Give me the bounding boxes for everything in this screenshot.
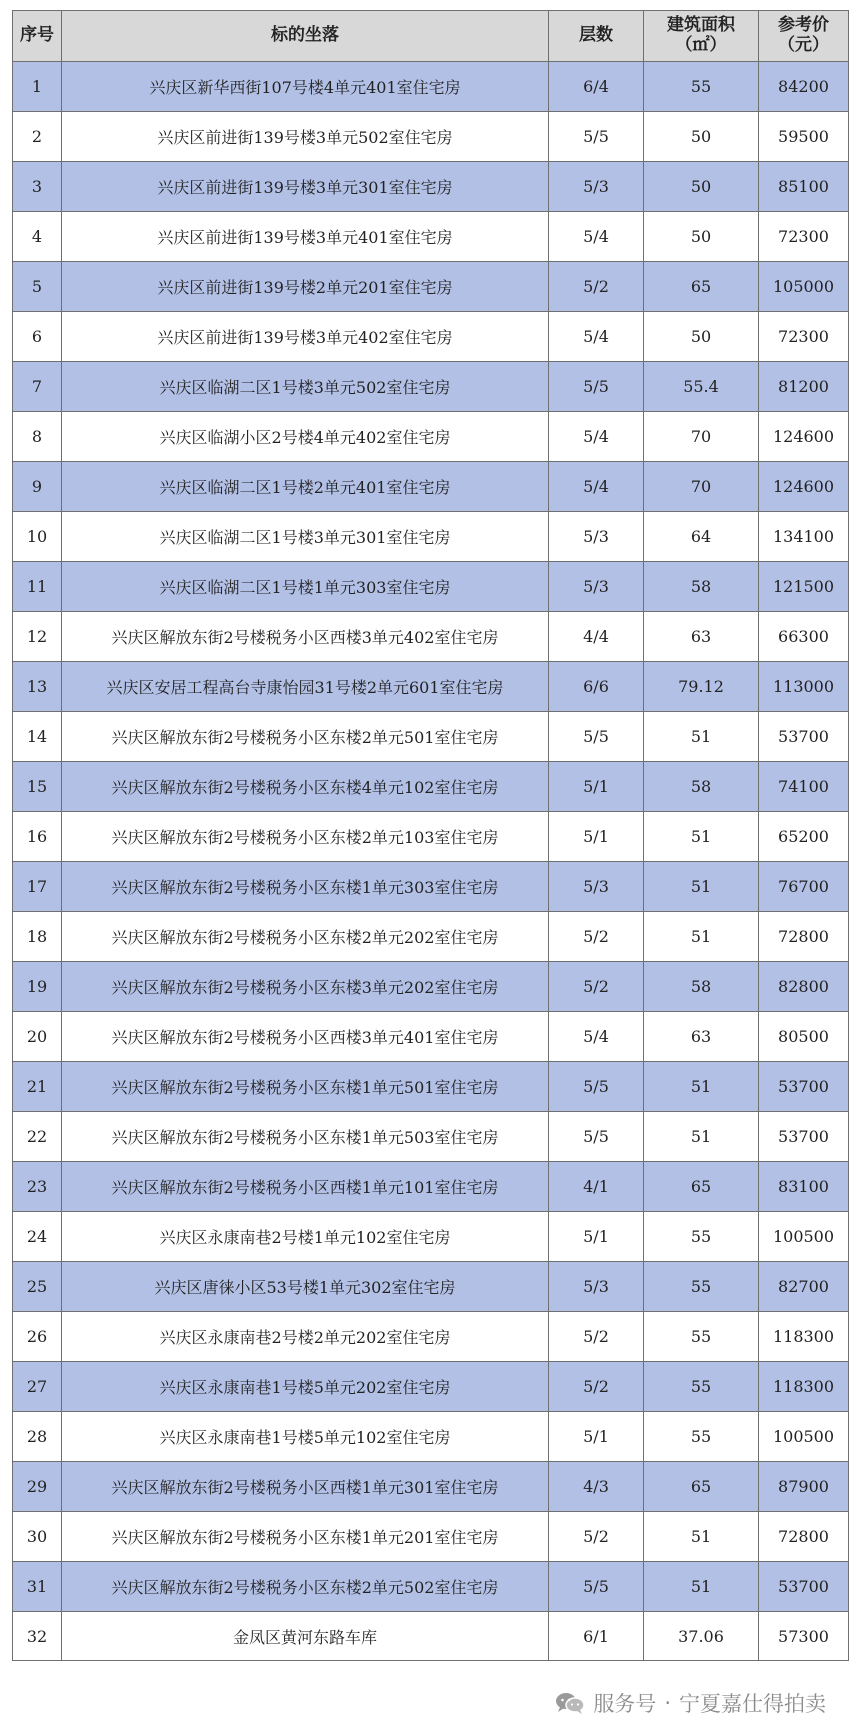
cell-location: 兴庆区前进街139号楼3单元502室住宅房 — [62, 112, 549, 162]
cell-location: 兴庆区永康南巷2号楼1单元102室住宅房 — [62, 1212, 549, 1262]
cell-floor: 5/1 — [549, 1212, 644, 1262]
cell-area: 65 — [644, 262, 759, 312]
cell-no: 32 — [13, 1612, 62, 1661]
listing-table-container — [12, 10, 848, 1661]
cell-price: 74100 — [759, 762, 849, 812]
watermark-name: 宁夏嘉仕得拍卖 — [679, 1692, 826, 1716]
table-row — [13, 162, 849, 212]
cell-no: 30 — [13, 1512, 62, 1562]
cell-location: 兴庆区唐徕小区53号楼1单元302室住宅房 — [62, 1262, 549, 1312]
cell-price: 85100 — [759, 162, 849, 212]
header-area — [644, 11, 759, 62]
cell-floor: 5/1 — [549, 1412, 644, 1462]
cell-price: 83100 — [759, 1162, 849, 1212]
cell-area: 51 — [644, 1512, 759, 1562]
table-row — [13, 212, 849, 262]
listing-table — [12, 10, 849, 1661]
cell-floor: 4/1 — [549, 1162, 644, 1212]
cell-no: 28 — [13, 1412, 62, 1462]
cell-no: 18 — [13, 912, 62, 962]
cell-floor: 5/4 — [549, 412, 644, 462]
cell-floor: 5/3 — [549, 862, 644, 912]
cell-floor: 5/4 — [549, 462, 644, 512]
cell-area: 65 — [644, 1162, 759, 1212]
cell-area: 58 — [644, 562, 759, 612]
table-row — [13, 362, 849, 412]
cell-location: 兴庆区临湖二区1号楼3单元301室住宅房 — [62, 512, 549, 562]
cell-price: 76700 — [759, 862, 849, 912]
table-row — [13, 1562, 849, 1612]
table-row — [13, 912, 849, 962]
cell-no: 16 — [13, 812, 62, 862]
cell-no: 17 — [13, 862, 62, 912]
table-row — [13, 462, 849, 512]
cell-location: 兴庆区临湖二区1号楼1单元303室住宅房 — [62, 562, 549, 612]
cell-no: 7 — [13, 362, 62, 412]
table-header — [13, 11, 849, 62]
header-row — [13, 11, 849, 62]
cell-location: 兴庆区临湖二区1号楼3单元502室住宅房 — [62, 362, 549, 412]
cell-no: 11 — [13, 562, 62, 612]
cell-price: 124600 — [759, 412, 849, 462]
cell-location: 兴庆区前进街139号楼3单元301室住宅房 — [62, 162, 549, 212]
cell-area: 64 — [644, 512, 759, 562]
table-row — [13, 1462, 849, 1512]
cell-price: 124600 — [759, 462, 849, 512]
cell-location: 金凤区黄河东路车库 — [62, 1612, 549, 1661]
cell-price: 66300 — [759, 612, 849, 662]
cell-floor: 4/3 — [549, 1462, 644, 1512]
cell-area: 51 — [644, 712, 759, 762]
cell-price: 65200 — [759, 812, 849, 862]
cell-area: 58 — [644, 962, 759, 1012]
cell-no: 25 — [13, 1262, 62, 1312]
cell-floor: 6/4 — [549, 62, 644, 112]
cell-area: 55 — [644, 1362, 759, 1412]
cell-floor: 5/2 — [549, 262, 644, 312]
wechat-icon — [555, 1691, 585, 1715]
cell-area: 50 — [644, 162, 759, 212]
cell-floor: 5/3 — [549, 1262, 644, 1312]
cell-floor: 5/2 — [549, 1312, 644, 1362]
table-row — [13, 562, 849, 612]
cell-location: 兴庆区临湖小区2号楼4单元402室住宅房 — [62, 412, 549, 462]
cell-location: 兴庆区新华西街107号楼4单元401室住宅房 — [62, 62, 549, 112]
cell-price: 72800 — [759, 912, 849, 962]
cell-location: 兴庆区解放东街2号楼税务小区东楼1单元303室住宅房 — [62, 862, 549, 912]
cell-price: 53700 — [759, 1062, 849, 1112]
table-row — [13, 962, 849, 1012]
cell-price: 82800 — [759, 962, 849, 1012]
cell-floor: 5/5 — [549, 112, 644, 162]
cell-area: 51 — [644, 1562, 759, 1612]
cell-no: 13 — [13, 662, 62, 712]
footer — [12, 1668, 848, 1730]
cell-no: 8 — [13, 412, 62, 462]
cell-no: 15 — [13, 762, 62, 812]
table-row — [13, 112, 849, 162]
table-row — [13, 1012, 849, 1062]
cell-location: 兴庆区前进街139号楼3单元401室住宅房 — [62, 212, 549, 262]
cell-no: 6 — [13, 312, 62, 362]
cell-price: 72300 — [759, 312, 849, 362]
table-row — [13, 1312, 849, 1362]
cell-price: 57300 — [759, 1612, 849, 1661]
cell-no: 5 — [13, 262, 62, 312]
cell-price: 82700 — [759, 1262, 849, 1312]
cell-area: 70 — [644, 462, 759, 512]
cell-location: 兴庆区解放东街2号楼税务小区西楼3单元402室住宅房 — [62, 612, 549, 662]
cell-floor: 5/3 — [549, 512, 644, 562]
watermark — [555, 1688, 826, 1718]
table-row — [13, 612, 849, 662]
table-row — [13, 1612, 849, 1661]
table-row — [13, 662, 849, 712]
cell-area: 58 — [644, 762, 759, 812]
cell-area: 37.06 — [644, 1612, 759, 1661]
cell-floor: 6/1 — [549, 1612, 644, 1661]
table-row — [13, 1412, 849, 1462]
cell-location: 兴庆区解放东街2号楼税务小区东楼2单元501室住宅房 — [62, 712, 549, 762]
table-row — [13, 512, 849, 562]
header-location: 标的坐落 — [62, 11, 549, 62]
cell-location: 兴庆区永康南巷2号楼2单元202室住宅房 — [62, 1312, 549, 1362]
cell-no: 23 — [13, 1162, 62, 1212]
cell-no: 29 — [13, 1462, 62, 1512]
cell-floor: 5/5 — [549, 1562, 644, 1612]
cell-no: 2 — [13, 112, 62, 162]
cell-location: 兴庆区前进街139号楼3单元402室住宅房 — [62, 312, 549, 362]
table-row — [13, 412, 849, 462]
cell-area: 51 — [644, 1112, 759, 1162]
cell-floor: 5/5 — [549, 1062, 644, 1112]
table-row — [13, 1112, 849, 1162]
header-floor: 层数 — [549, 11, 644, 62]
cell-price: 72300 — [759, 212, 849, 262]
table-row — [13, 312, 849, 362]
cell-no: 24 — [13, 1212, 62, 1262]
cell-no: 3 — [13, 162, 62, 212]
cell-area: 63 — [644, 612, 759, 662]
table-row — [13, 1512, 849, 1562]
cell-location: 兴庆区安居工程高台寺康怡园31号楼2单元601室住宅房 — [62, 662, 549, 712]
cell-area: 63 — [644, 1012, 759, 1062]
cell-area: 50 — [644, 312, 759, 362]
table-row — [13, 712, 849, 762]
cell-location: 兴庆区解放东街2号楼税务小区西楼1单元301室住宅房 — [62, 1462, 549, 1512]
table-row — [13, 1162, 849, 1212]
table-row — [13, 1262, 849, 1312]
cell-area: 55 — [644, 1262, 759, 1312]
cell-floor: 4/4 — [549, 612, 644, 662]
cell-floor: 5/2 — [549, 1512, 644, 1562]
cell-area: 51 — [644, 862, 759, 912]
cell-area: 50 — [644, 212, 759, 262]
cell-price: 80500 — [759, 1012, 849, 1062]
cell-location: 兴庆区解放东街2号楼税务小区西楼3单元401室住宅房 — [62, 1012, 549, 1062]
header-area-label: 建筑面积 — [667, 15, 735, 36]
cell-area: 55 — [644, 1312, 759, 1362]
header-no: 序号 — [13, 11, 62, 62]
cell-no: 9 — [13, 462, 62, 512]
table-row — [13, 1212, 849, 1262]
cell-no: 12 — [13, 612, 62, 662]
cell-price: 100500 — [759, 1412, 849, 1462]
cell-location: 兴庆区解放东街2号楼税务小区东楼2单元202室住宅房 — [62, 912, 549, 962]
cell-area: 55.4 — [644, 362, 759, 412]
cell-location: 兴庆区解放东街2号楼税务小区西楼1单元101室住宅房 — [62, 1162, 549, 1212]
cell-no: 4 — [13, 212, 62, 262]
cell-no: 27 — [13, 1362, 62, 1412]
cell-location: 兴庆区解放东街2号楼税务小区东楼4单元102室住宅房 — [62, 762, 549, 812]
cell-floor: 5/4 — [549, 212, 644, 262]
header-price-unit: （元） — [778, 35, 829, 55]
cell-area: 51 — [644, 912, 759, 962]
cell-location: 兴庆区前进街139号楼2单元201室住宅房 — [62, 262, 549, 312]
cell-price: 100500 — [759, 1212, 849, 1262]
cell-floor: 5/3 — [549, 162, 644, 212]
cell-location: 兴庆区解放东街2号楼税务小区东楼1单元201室住宅房 — [62, 1512, 549, 1562]
cell-no: 14 — [13, 712, 62, 762]
cell-location: 兴庆区永康南巷1号楼5单元202室住宅房 — [62, 1362, 549, 1412]
cell-no: 31 — [13, 1562, 62, 1612]
cell-no: 20 — [13, 1012, 62, 1062]
cell-location: 兴庆区永康南巷1号楼5单元102室住宅房 — [62, 1412, 549, 1462]
cell-location: 兴庆区临湖二区1号楼2单元401室住宅房 — [62, 462, 549, 512]
cell-floor: 5/3 — [549, 562, 644, 612]
cell-floor: 5/1 — [549, 812, 644, 862]
cell-area: 55 — [644, 1212, 759, 1262]
table-row — [13, 262, 849, 312]
cell-price: 59500 — [759, 112, 849, 162]
cell-floor: 5/4 — [549, 312, 644, 362]
cell-area: 50 — [644, 112, 759, 162]
header-price — [759, 11, 849, 62]
cell-floor: 5/2 — [549, 962, 644, 1012]
cell-no: 19 — [13, 962, 62, 1012]
table-row — [13, 812, 849, 862]
cell-area: 51 — [644, 812, 759, 862]
cell-no: 21 — [13, 1062, 62, 1112]
cell-no: 26 — [13, 1312, 62, 1362]
cell-price: 84200 — [759, 62, 849, 112]
watermark-prefix: 服务号 — [593, 1692, 657, 1716]
table-row — [13, 1362, 849, 1412]
table-row — [13, 62, 849, 112]
cell-floor: 6/6 — [549, 662, 644, 712]
cell-floor: 5/4 — [549, 1012, 644, 1062]
cell-price: 118300 — [759, 1362, 849, 1412]
cell-floor: 5/5 — [549, 362, 644, 412]
cell-location: 兴庆区解放东街2号楼税务小区东楼2单元103室住宅房 — [62, 812, 549, 862]
cell-price: 53700 — [759, 712, 849, 762]
table-row — [13, 862, 849, 912]
cell-no: 22 — [13, 1112, 62, 1162]
cell-area: 79.12 — [644, 662, 759, 712]
cell-area: 65 — [644, 1462, 759, 1512]
cell-location: 兴庆区解放东街2号楼税务小区东楼3单元202室住宅房 — [62, 962, 549, 1012]
header-price-label: 参考价 — [778, 15, 829, 36]
table-row — [13, 1062, 849, 1112]
cell-floor: 5/1 — [549, 762, 644, 812]
cell-price: 121500 — [759, 562, 849, 612]
cell-no: 10 — [13, 512, 62, 562]
cell-price: 105000 — [759, 262, 849, 312]
cell-price: 53700 — [759, 1562, 849, 1612]
cell-location: 兴庆区解放东街2号楼税务小区东楼1单元501室住宅房 — [62, 1062, 549, 1112]
cell-price: 134100 — [759, 512, 849, 562]
cell-no: 1 — [13, 62, 62, 112]
cell-location: 兴庆区解放东街2号楼税务小区东楼1单元503室住宅房 — [62, 1112, 549, 1162]
cell-area: 55 — [644, 1412, 759, 1462]
cell-floor: 5/2 — [549, 912, 644, 962]
cell-floor: 5/5 — [549, 1112, 644, 1162]
cell-price: 87900 — [759, 1462, 849, 1512]
header-area-unit: （㎡） — [675, 35, 727, 55]
cell-price: 118300 — [759, 1312, 849, 1362]
cell-price: 81200 — [759, 362, 849, 412]
cell-price: 53700 — [759, 1112, 849, 1162]
cell-area: 70 — [644, 412, 759, 462]
cell-area: 51 — [644, 1062, 759, 1112]
cell-area: 55 — [644, 62, 759, 112]
watermark-separator: · — [664, 1691, 671, 1715]
cell-price: 113000 — [759, 662, 849, 712]
cell-location: 兴庆区解放东街2号楼税务小区东楼2单元502室住宅房 — [62, 1562, 549, 1612]
table-body — [13, 62, 849, 1661]
cell-floor: 5/2 — [549, 1362, 644, 1412]
cell-price: 72800 — [759, 1512, 849, 1562]
table-row — [13, 762, 849, 812]
cell-floor: 5/5 — [549, 712, 644, 762]
